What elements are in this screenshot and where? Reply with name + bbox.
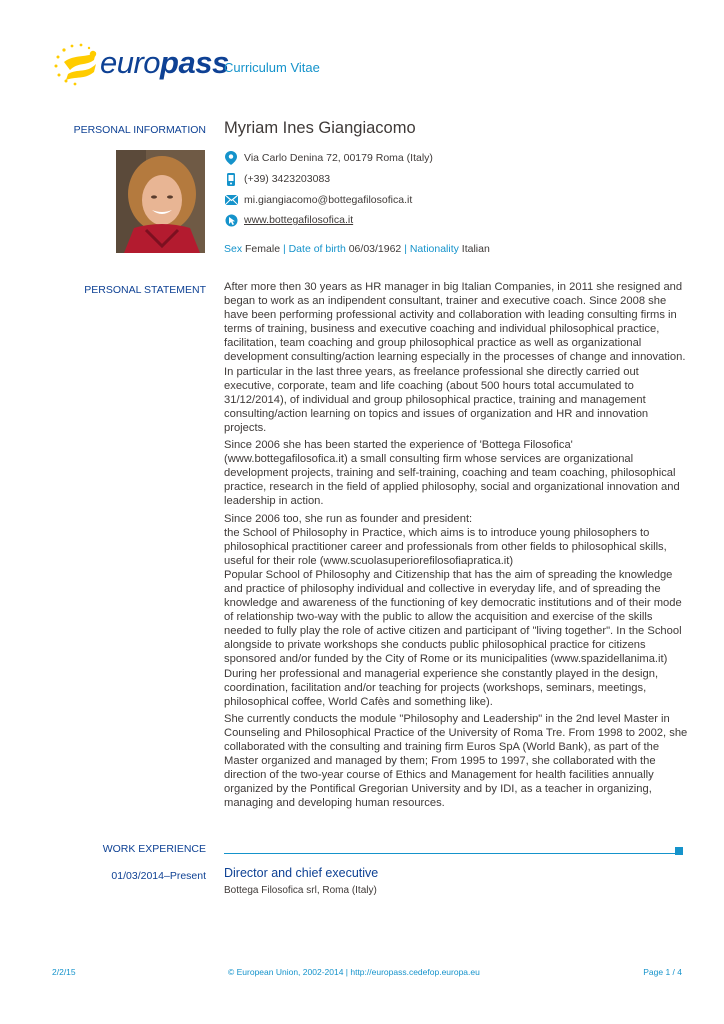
email-text[interactable]: mi.giangiacomo@bottegafilosofica.it (244, 194, 413, 206)
candidate-name: Myriam Ines Giangiacomo (224, 119, 416, 137)
statement-paragraph: She currently conducts the module "Philosophy and Leadership" in the 2nd level Master in Counseling and Philosophical Practice of the University of Roma Tre. From 1998 to 2002, she collaborated with the consulting and training firm Euros SpA (World Bank), as part of the Master organized and managed by them; From 1995 to 1997, she collaborated with the direction of the two-year course of Ethics and Management for health facilities annually organized by the Pontifical Gregorian University and by IDI, as a teacher in organizing, managing and developing human resources. (224, 712, 688, 810)
globe-mouse-icon (224, 213, 238, 227)
nationality-label: | Nationality (404, 243, 459, 255)
logo-wordmark-pass: pass (160, 45, 229, 80)
sex-label: Sex (224, 243, 243, 255)
statement-paragraph: Popular School of Philosophy and Citizenship that has the aim of spreading the knowledge and practice of philosophy individual and collective in everyday life, and of spreading the knowledge and awareness of the functioning of key democratic institutions and of their mode of relationship two-way with the public to allow the acquisition and exercise of the skills needed to fully play the role of active citizen and participant of "living together". In the School alongside to private workshops she conducts public philosophical practice for citizens sponsored and/or funded by the City of Rome or its municipalities (www.spazidellanima.it) (224, 568, 682, 666)
work-experience-label: WORK EXPERIENCE (102, 843, 206, 855)
footer-date: 2/2/15 (52, 967, 76, 977)
statement-paragraph: During her professional and managerial experience she constantly played in the design, coordination, facilitation and/or teaching for projects (workshops, seminars, meetings, philosophical coffee, World Cafès and something like). (224, 667, 659, 708)
profile-photo (116, 150, 205, 253)
nationality-value: Italian (461, 243, 490, 255)
job-organization: Bottega Filosofica srl, Roma (Italy) (224, 885, 377, 896)
statement-paragraph: After more then 30 years as HR manager in big Italian Companies, in 2011 she resigned and began to work as an indipendent consultant, trainer and executive coach. Since 2008 she have been performing professional activity and collaboration with leading consulting firms in terms of training, business and executive coaching and individual philosophical practice, facilitation, team coaching and group philosophical practice as well as organizational development consulting/action learning especially in the processes of change and innovation. In particular in the last three years, as freelance professional she directly carried out executive, corporate, team and life coaching (about 500 hours total accumulated to 31/12/2014), of individual and group philosophical practice, training and management consulting/action learning on topics and issues of organization and HR and innovation projects. (224, 281, 686, 434)
logo-wordmark (100, 45, 229, 81)
phone-text: (+39) 3423203083 (244, 173, 331, 185)
personal-information-label: PERSONAL INFORMATION (73, 124, 206, 136)
dob-label: | Date of birth (282, 243, 346, 255)
address-line (224, 151, 433, 165)
personal-statement-label: PERSONAL STATEMENT (84, 284, 206, 296)
personal-details-line (224, 243, 490, 255)
location-pin-icon (224, 151, 238, 165)
envelope-icon (224, 193, 238, 207)
sex-value: Female (245, 243, 281, 255)
logo-wordmark-euro: euro (100, 45, 161, 80)
section-divider-marker (675, 847, 683, 855)
address-text: Via Carlo Denina 72, 00179 Roma (Italy) (244, 152, 433, 164)
work-experience-date: 01/03/2014–Present (111, 870, 206, 882)
website-link[interactable]: www.bottegafilosofica.it (244, 214, 354, 226)
statement-paragraph: Since 2006 she has been started the experience of 'Bottega Filosofica' (www.bottegafilosofica.it) a small consulting firm whose services are organizational development projects, training and self-training, coaching and team coaching, philosophical practice, research in the field of applied philosophy, social and organizational innovation and leadership in action. (224, 439, 680, 508)
statement-paragraph: the School of Philosophy in Practice, which aims is to introduce young philosophers to philosophical practitioner career and professionals from other fields to philosophical skills, useful for their role (www.scuolasuperiorefilosofiapratica.it) (224, 526, 667, 567)
email-line (224, 193, 412, 207)
phone-line (224, 172, 330, 186)
statement-paragraph: Since 2006 too, she run as founder and president: (224, 512, 473, 525)
section-divider (224, 853, 676, 854)
document-title: Curriculum Vitae (224, 60, 320, 75)
website-line (224, 213, 353, 227)
footer-page-number: Page 1 / 4 (643, 967, 682, 977)
footer-copyright: © European Union, 2002-2014 | http://europass.cedefop.europa.eu (228, 967, 480, 977)
mobile-phone-icon (224, 172, 238, 186)
job-title: Director and chief executive (224, 866, 379, 880)
personal-statement-text (224, 280, 690, 813)
dob-value: 06/03/1962 (348, 243, 402, 255)
